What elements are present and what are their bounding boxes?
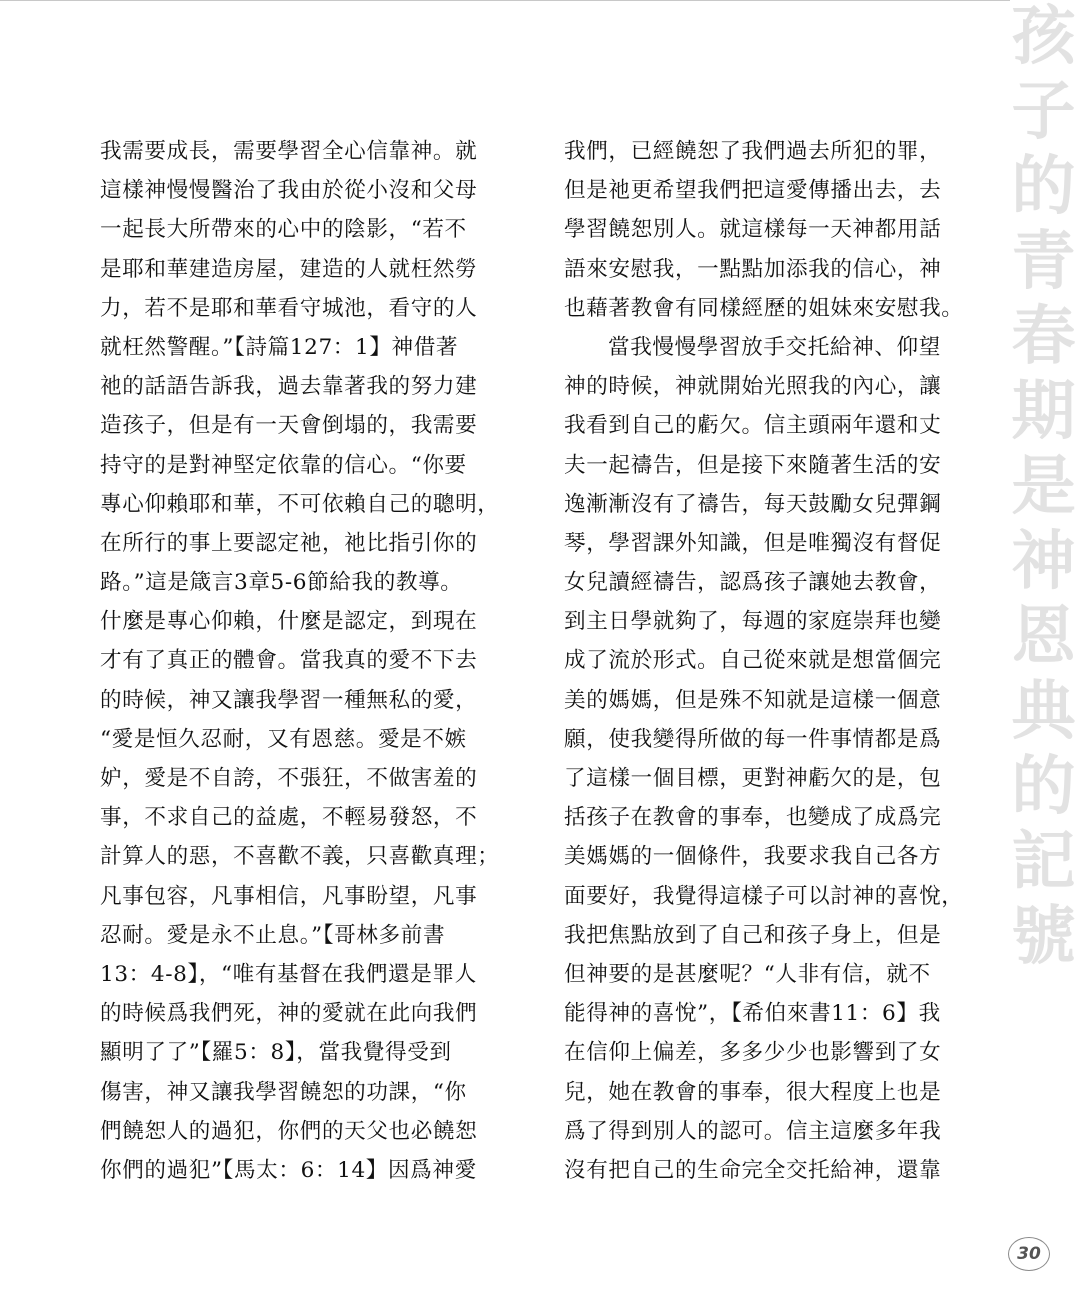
text-line: 夫一起禱告，但是接下來隨著生活的安 xyxy=(564,452,942,478)
text-line: 但是祂更希望我們把這愛傳播出去，去 xyxy=(564,178,942,204)
text-line: 計算人的惡，不喜歡不義，只喜歡真理； xyxy=(100,844,500,870)
text-line: 忍耐。愛是永不止息。”【哥林多前書 xyxy=(100,922,446,948)
title-glyph: 是 xyxy=(1012,450,1075,524)
text-line: 祂的話語告訴我，過去靠著我的努力建 xyxy=(100,374,478,400)
text-line: 你們的過犯”【馬太：6：14】因爲神愛 xyxy=(100,1157,477,1183)
text-line: 是耶和華建造房屋，建造的人就枉然勞 xyxy=(100,256,478,282)
text-line: 什麼是專心仰賴，什麼是認定，到現在 xyxy=(100,609,478,635)
text-line: 琴，學習課外知識，但是唯獨沒有督促 xyxy=(564,530,942,556)
page-number: 30 xyxy=(1008,1237,1050,1271)
text-line: “愛是恒久忍耐，又有恩慈。愛是不嫉 xyxy=(100,726,467,752)
title-glyph: 期 xyxy=(1012,375,1075,449)
text-line: 兒，她在教會的事奉，很大程度上也是 xyxy=(564,1079,942,1105)
text-line: 事，不求自己的益處，不輕易發怒，不 xyxy=(100,805,478,831)
text-line: 顯明了了”【羅5：8】，當我覺得受到 xyxy=(100,1040,452,1066)
text-line: 我需要成長，需要學習全心信靠神。就 xyxy=(100,139,478,164)
title-glyph: 的 xyxy=(1012,150,1075,224)
text-line: 力，若不是耶和華看守城池，看守的人 xyxy=(100,295,478,321)
text-line: 在所行的事上要認定祂，祂比指引你的 xyxy=(100,530,478,556)
text-line: 路。”這是箴言3章5-6節給我的教導。 xyxy=(100,570,463,596)
text-line: 神的時候，神就開始光照我的內心，讓 xyxy=(564,374,942,400)
text-line: 的時候，神又讓我學習一種無私的愛， xyxy=(100,687,478,713)
text-line: 專心仰賴耶和華，不可依賴自己的聰明， xyxy=(100,491,500,517)
text-line: 妒，愛是不自誇，不張狂，不做害羞的 xyxy=(100,766,478,791)
title-glyph: 青 xyxy=(1012,225,1075,299)
text-line: 成了流於形式。自己從來就是想當個完 xyxy=(564,648,942,674)
text-line: 當我慢慢學習放手交托給神、仰望 xyxy=(608,334,941,360)
text-line: 逸漸漸沒有了禱告，每天鼓勵女兒彈鋼 xyxy=(564,491,942,517)
top-rule xyxy=(0,0,1010,1)
text-line: 美的媽媽，但是殊不知就是這樣一個意 xyxy=(564,687,942,713)
text-line: 一起長大所帶來的心中的陰影，“若不 xyxy=(100,217,467,243)
text-line: 願，使我變得所做的每一件事情都是爲 xyxy=(564,726,942,752)
title-glyph: 號 xyxy=(1012,900,1075,974)
text-line: 沒有把自己的生命完全交托給神，還靠 xyxy=(564,1157,942,1183)
text-line: 的時候爲我們死，神的愛就在此向我們 xyxy=(100,1001,478,1027)
text-line: 能得神的喜悅”，【希伯來書11：6】我 xyxy=(564,1001,941,1027)
text-line: 傷害，神又讓我學習饒恕的功課，“你 xyxy=(100,1079,467,1105)
text-line: 爲了得到別人的認可。信主這麼多年我 xyxy=(564,1118,942,1144)
text-line: 但神要的是甚麼呢？“人非有信，就不 xyxy=(564,961,931,987)
title-glyph: 的 xyxy=(1012,750,1075,824)
left-text-column xyxy=(100,132,522,1190)
text-line: 持守的是對神堅定依靠的信心。“你要 xyxy=(100,452,467,478)
title-glyph: 孩 xyxy=(1012,0,1075,74)
text-line: 我看到自己的虧欠。信主頭兩年還和丈 xyxy=(564,413,942,439)
text-line: 了這樣一個目標，更對神虧欠的是，包 xyxy=(564,766,942,791)
text-line: 造孩子，但是有一天會倒塌的，我需要 xyxy=(100,413,478,439)
text-line: 我把焦點放到了自己和孩子身上，但是 xyxy=(564,922,942,948)
text-line: 語來安慰我，一點點加添我的信心，神 xyxy=(564,256,942,282)
text-line: 凡事包容，凡事相信，凡事盼望，凡事 xyxy=(100,883,478,909)
title-glyph: 子 xyxy=(1012,75,1075,149)
text-line: 學習饒恕別人。就這樣每一天神都用話 xyxy=(564,217,942,243)
title-glyph: 神 xyxy=(1012,525,1075,599)
text-line: 美媽媽的一個條件，我要求我自己各方 xyxy=(564,844,942,870)
vertical-section-title xyxy=(1012,0,1075,1175)
text-line: 才有了真正的體會。當我真的愛不下去 xyxy=(100,648,478,674)
text-line: 就枉然警醒。”【詩篇127：1】神借著 xyxy=(100,334,459,360)
text-line: 到主日學就夠了，每週的家庭崇拜也變 xyxy=(564,609,942,635)
text-line: 13：4-8】，“唯有基督在我們還是罪人 xyxy=(100,961,477,987)
text-line: 這樣神慢慢醫治了我由於從小沒和父母 xyxy=(100,178,478,204)
title-glyph: 春 xyxy=(1012,300,1075,374)
text-line: 我們，已經饒恕了我們過去所犯的罪， xyxy=(564,139,942,164)
text-line: 們饒恕人的過犯，你們的天父也必饒恕 xyxy=(100,1118,478,1144)
text-line: 在信仰上偏差，多多少少也影響到了女 xyxy=(564,1040,942,1066)
text-line: 女兒讀經禱告，認爲孩子讓她去教會， xyxy=(564,570,942,596)
title-glyph: 典 xyxy=(1012,675,1075,749)
title-glyph: 恩 xyxy=(1012,600,1075,674)
text-line: 也藉著教會有同樣經歷的姐妹來安慰我。 xyxy=(564,295,964,321)
text-line: 括孩子在教會的事奉，也變成了成爲完 xyxy=(564,805,942,831)
right-text-column xyxy=(564,132,986,1190)
title-glyph: 記 xyxy=(1012,825,1075,899)
text-line: 面要好，我覺得這樣子可以討神的喜悅， xyxy=(564,883,964,909)
